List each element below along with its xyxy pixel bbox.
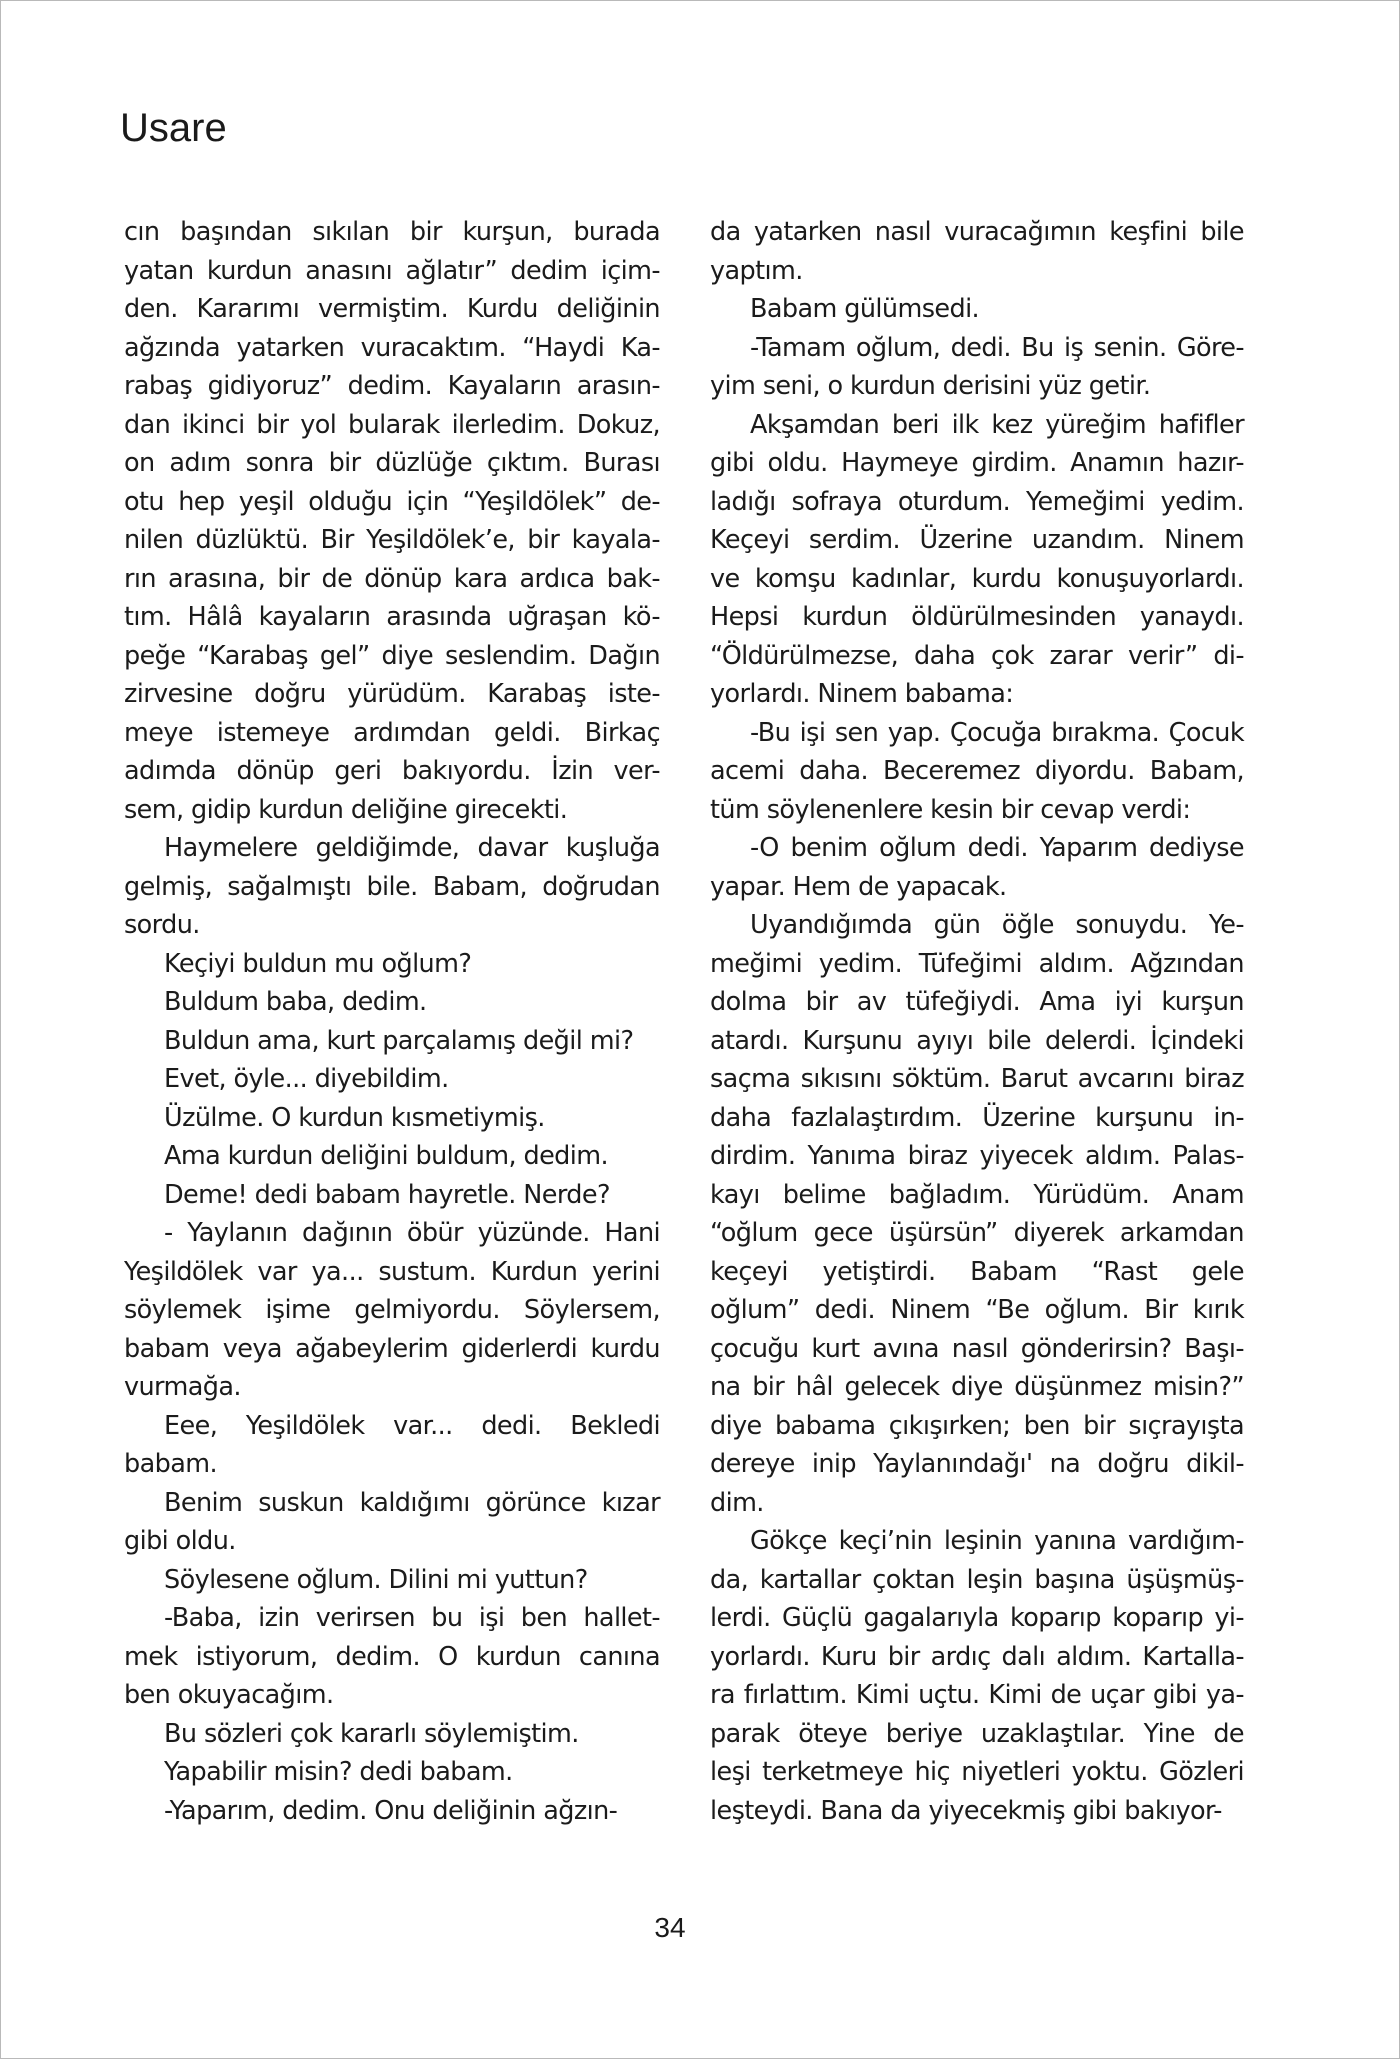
text-line: nilen düzlüktü. Bir Yeşildölek’e, bir kayala- [124, 525, 660, 555]
text-line: cın başından sıkılan bir kurşun, burada [124, 217, 660, 247]
text-line: zirvesine doğru yürüdüm. Karabaş iste- [124, 679, 660, 709]
page-number: 34 [654, 1912, 686, 1943]
text-line: da, kartallar çoktan leşin başına üşüşmüş- [710, 1564, 1244, 1595]
text-column-left [124, 213, 660, 1830]
text-line: atardı. Kurşunu ayıyı bile delerdi. İçindeki [710, 1025, 1244, 1056]
text-line: Hepsi kurdun öldürülmesinden yanaydı. [710, 602, 1244, 632]
text-line: -Baba, izin verirsen bu işi ben hallet- [164, 1603, 660, 1633]
text-line: leşi terketmeye hiç niyetleri yoktu. Gözleri [710, 1757, 1244, 1787]
text-line: Uyandığımda gün öğle sonuydu. Ye- [750, 910, 1244, 940]
text-line: parak öteye beriye uzaklaştılar. Yine de [710, 1718, 1244, 1749]
text-line: acemi daha. Beceremez diyordu. Babam, [710, 756, 1244, 786]
text-line: Babam gülümsedi. [750, 294, 980, 324]
text-line: keçeyi yetiştirdi. Babam “Rast gele [710, 1256, 1244, 1287]
text-line: ra fırlattım. Kimi uçtu. Kimi de uçar gibi ya- [710, 1680, 1244, 1710]
text-line: den. Kararımı vermiştim. Kurdu deliğinin [124, 294, 660, 324]
text-line: çocuğu kurt avına nasıl gönderirsin? Başı- [710, 1333, 1244, 1364]
text-line: otu hep yeşil olduğu için “Yeşildölek” de- [124, 486, 660, 517]
text-line: sem, gidip kurdun deliğine girecekti. [124, 794, 568, 825]
text-line: Deme! dedi babam hayretle. Nerde? [164, 1179, 610, 1210]
text-line: gibi oldu. [124, 1526, 236, 1556]
text-line: meye istemeye ardımdan geldi. Birkaç [124, 717, 660, 748]
text-line: Keçiyi buldun mu oğlum? [164, 948, 472, 979]
text-line: sordu. [124, 910, 200, 940]
text-line: oğlum” dedi. Ninem “Be oğlum. Bir kırık [710, 1295, 1244, 1325]
text-line: dirdim. Yanıma biraz yiyecek aldım. Palas- [710, 1141, 1244, 1171]
text-line: rın arasına, bir de dönüp kara ardıca bak- [124, 563, 660, 594]
text-line: yorlardı. Ninem babama: [710, 679, 1014, 709]
text-line: yapar. Hem de yapacak. [710, 871, 1007, 902]
text-line: -Bu işi sen yap. Çocuğa bırakma. Çocuk [750, 717, 1244, 748]
text-line: gelmiş, sağalmıştı bile. Babam, doğrudan [124, 871, 660, 902]
text-line: babam veya ağabeylerim giderlerdi kurdu [124, 1333, 660, 1364]
text-line: tım. Hâlâ kayaların arasında uğraşan kö- [124, 602, 660, 632]
text-line: ladığı sofraya oturdum. Yemeğimi yedim. [710, 486, 1244, 517]
text-line: saçma sıkısını söktüm. Barut avcarını biraz [710, 1064, 1244, 1094]
text-line: kayı belime bağladım. Yürüdüm. Anam [710, 1179, 1244, 1210]
text-line: dan ikinci bir yol bularak ilerledim. Dokuz, [124, 409, 660, 440]
text-line: Gökçe keçi’nin leşinin yanına vardığım- [750, 1526, 1244, 1556]
text-line: babam. [124, 1449, 217, 1479]
text-line: “oğlum gece üşürsün” diyerek arkamdan [710, 1218, 1244, 1248]
text-line: adımda dönüp geri bakıyordu. İzin ver- [124, 756, 660, 786]
running-header-title: Usare [120, 106, 227, 150]
text-line: daha fazlalaştırdım. Üzerine kurşunu in- [710, 1102, 1244, 1133]
text-line: Keçeyi serdim. Üzerine uzandım. Ninem [710, 525, 1244, 555]
text-line: tüm söylenenlere kesin bir cevap verdi: [710, 794, 1191, 825]
text-line: -Yaparım, dedim. Onu deliğinin ağzın- [164, 1795, 618, 1826]
text-line: Evet, öyle... diyebildim. [164, 1064, 449, 1094]
text-line: vurmağa. [124, 1372, 241, 1402]
text-line: da yatarken nasıl vuracağımın keşfini bile [710, 217, 1244, 247]
text-line: yim seni, o kurdun derisini yüz getir. [710, 371, 1151, 401]
text-line: Yapabilir misin? dedi babam. [164, 1757, 513, 1787]
text-line: Eee, Yeşildölek var... dedi. Bekledi [164, 1410, 660, 1441]
text-line: Buldum baba, dedim. [164, 987, 427, 1017]
text-line: Haymelere geldiğimde, davar kuşluğa [164, 833, 660, 863]
text-line: peğe “Karabaş gel” diye seslendim. Dağın [124, 640, 660, 671]
text-line: mek istiyorum, dedim. O kurdun canına [124, 1641, 660, 1672]
text-line: Buldun ama, kurt parçalamış değil mi? [164, 1025, 634, 1056]
text-line: -Tamam oğlum, dedi. Bu iş senin. Göre- [750, 332, 1244, 363]
text-line: dereye inip Yaylanındağı' na doğru dikil- [710, 1449, 1244, 1479]
text-line: yorlardı. Kuru bir ardıç dalı aldım. Kartalla- [710, 1641, 1244, 1672]
text-line: Bu sözleri çok kararlı söylemiştim. [164, 1718, 579, 1749]
text-line: dolma bir av tüfeğiydi. Ama iyi kurşun [710, 987, 1244, 1017]
text-line: on adım sonra bir düzlüğe çıktım. Burası [124, 448, 660, 478]
text-line: ağzında yatarken vuracaktım. “Haydi Ka- [124, 332, 660, 363]
text-line: rabaş gidiyoruz” dedim. Kayaların arasın- [124, 371, 660, 401]
text-column-right [710, 213, 1244, 1830]
text-line: Söylesene oğlum. Dilini mi yuttun? [164, 1564, 588, 1595]
text-line: yaptım. [710, 255, 803, 286]
text-line: ve komşu kadınlar, kurdu konuşuyorlardı. [710, 563, 1244, 594]
text-line: na bir hâl gelecek diye düşünmez misin?” [710, 1372, 1244, 1402]
text-line: -O benim oğlum dedi. Yaparım dediyse [750, 833, 1244, 863]
text-line: Benim suskun kaldığımı görünce kızar [164, 1487, 660, 1518]
text-line: dim. [710, 1487, 764, 1518]
text-line: ben okuyacağım. [124, 1680, 334, 1710]
text-line: diye babama çıkışırken; ben bir sıçrayışta [710, 1410, 1244, 1441]
text-line: yatan kurdun anasını ağlatır” dedim içim- [124, 255, 660, 286]
text-line: meğimi yedim. Tüfeğimi aldım. Ağzından [710, 948, 1244, 979]
text-line: lerdi. Güçlü gagalarıyla koparıp koparıp yi- [710, 1603, 1244, 1633]
text-line: söylemek işime gelmiyordu. Söylersem, [124, 1295, 660, 1325]
text-line: leşteydi. Bana da yiyecekmiş gibi bakıyor- [710, 1795, 1222, 1826]
text-line: Akşamdan beri ilk kez yüreğim hafifler [750, 409, 1244, 440]
text-line: - Yaylanın dağının öbür yüzünde. Hani [164, 1218, 660, 1248]
text-line: gibi oldu. Haymeye girdim. Anamın hazır- [710, 448, 1244, 478]
text-line: Ama kurdun deliğini buldum, dedim. [164, 1141, 609, 1171]
text-line: “Öldürülmezse, daha çok zarar verir” di- [710, 640, 1244, 671]
text-line: Üzülme. O kurdun kısmetiymiş. [164, 1102, 545, 1133]
text-line: Yeşildölek var ya... sustum. Kurdun yerini [124, 1256, 660, 1287]
